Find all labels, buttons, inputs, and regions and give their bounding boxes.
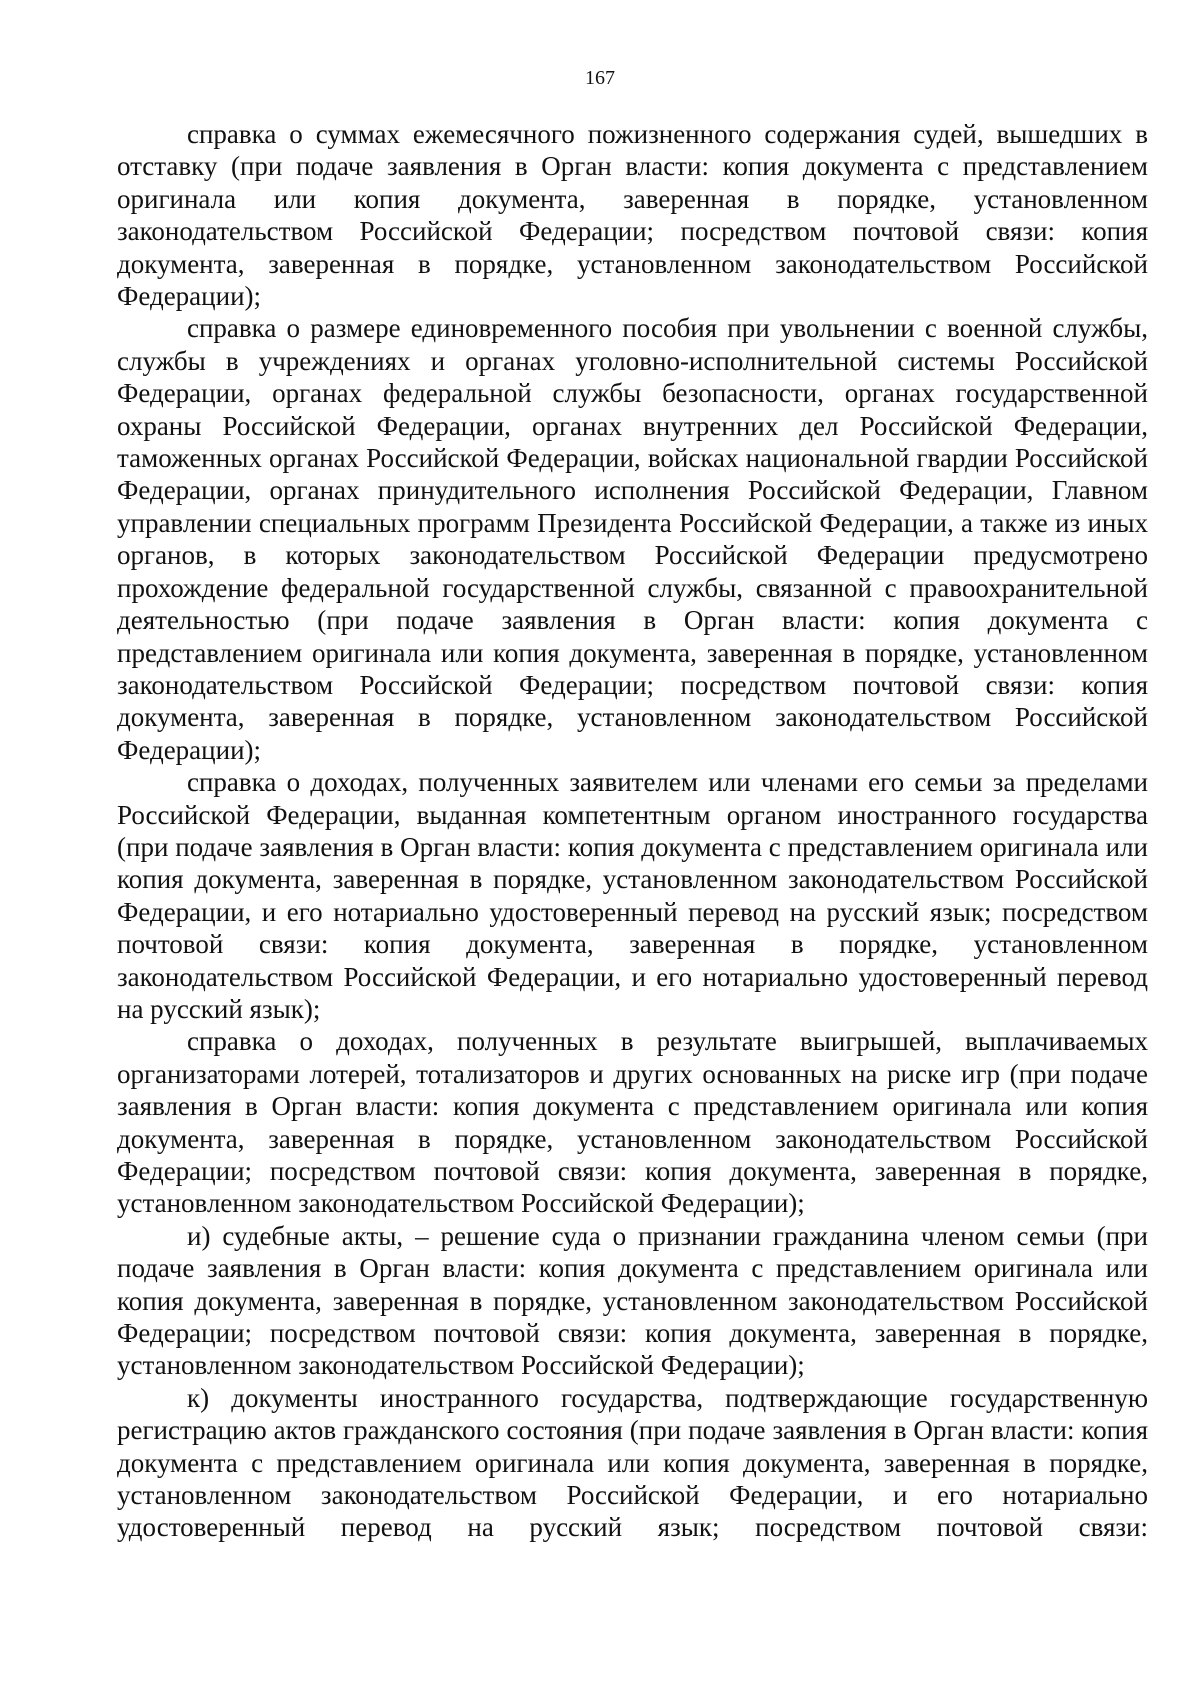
paragraph-foreign-income-certificate: справка о доходах, полученных заявителем или членами его семьи за пределами Российской Федерации, выданная компетентным органом иностранного государства (при подаче заявления в Орган власти: копия документа с представлением оригинала или копия документа, заверенная в порядке, установленном законодательством Российской Федерации, и его нотариально удостоверенный перевод на русский язык; посредством почтовой связи: копия документа, заверенная в порядке, установленном законодательством Российской Федерации, и его нотариально удостоверенный перевод на русский язык); bbox=[117, 767, 1148, 1024]
paragraph-court-acts: и) судебные акты, – решение суда о признании гражданина членом семьи (при подаче заявления в Орган власти: копия документа с представлением оригинала или копия документа, заверенная в порядке, установленном законодательством Российской Федерации; посредством почтовой связи: копия документа, заверенная в порядке, установленном законодательством Российской Федерации); bbox=[117, 1220, 1148, 1381]
page-number: 167 bbox=[585, 67, 615, 89]
document-body bbox=[117, 118, 1148, 1544]
paragraph-lottery-winnings-certificate: справка о доходах, полученных в результате выигрышей, выплачиваемых организаторами лотерей, тотализаторов и других основанных на риске игр (при подаче заявления в Орган власти: копия документа с представлением оригинала или копия документа, заверенная в порядке, установленном законодательством Российской Федерации; посредством почтовой связи: копия документа, заверенная в порядке, установленном законодательством Российской Федерации); bbox=[117, 1026, 1148, 1219]
paragraph-foreign-civil-status-documents: к) документы иностранного государства, подтверждающие государственную регистрацию актов гражданского состояния (при подаче заявления в Орган власти: копия документа с представлением оригинала или копия документа, заверенная в порядке, установленном законодательством Российской Федерации, и его нотариально удостоверенный перевод на русский язык; посредством почтовой связи: bbox=[117, 1382, 1148, 1543]
paragraph-severance-allowance-certificate: справка о размере единовременного пособия при увольнении с военной службы, службы в учреждениях и органах уголовно-исполнительной системы Российской Федерации, органах федеральной службы безопасности, органах государственной охраны Российской Федерации, органах внутренних дел Российской Федерации, таможенных органах Российской Федерации, войсках национальной гвардии Российской Федерации, органах принудительного исполнения Российской Федерации, Главном управлении специальных программ Президента Российской Федерации, а также из иных органов, в которых законодательством Российской Федерации предусмотрено прохождение федеральной государственной службы, связанной с правоохранительной деятельностью (при подаче заявления в Орган власти: копия документа с представлением оригинала или копия документа, заверенная в порядке, установленном законодательством Российской Федерации; посредством почтовой связи: копия документа, заверенная в порядке, установленном законодательством Российской Федерации); bbox=[117, 313, 1148, 765]
paragraph-judges-retirement-certificate: справка о суммах ежемесячного пожизненного содержания судей, вышедших в отставку (при подаче заявления в Орган власти: копия документа с представлением оригинала или копия документа, заверенная в порядке, установленном законодательством Российской Федерации; посредством почтовой связи: копия документа, заверенная в порядке, установленном законодательством Российской Федерации); bbox=[117, 119, 1148, 312]
